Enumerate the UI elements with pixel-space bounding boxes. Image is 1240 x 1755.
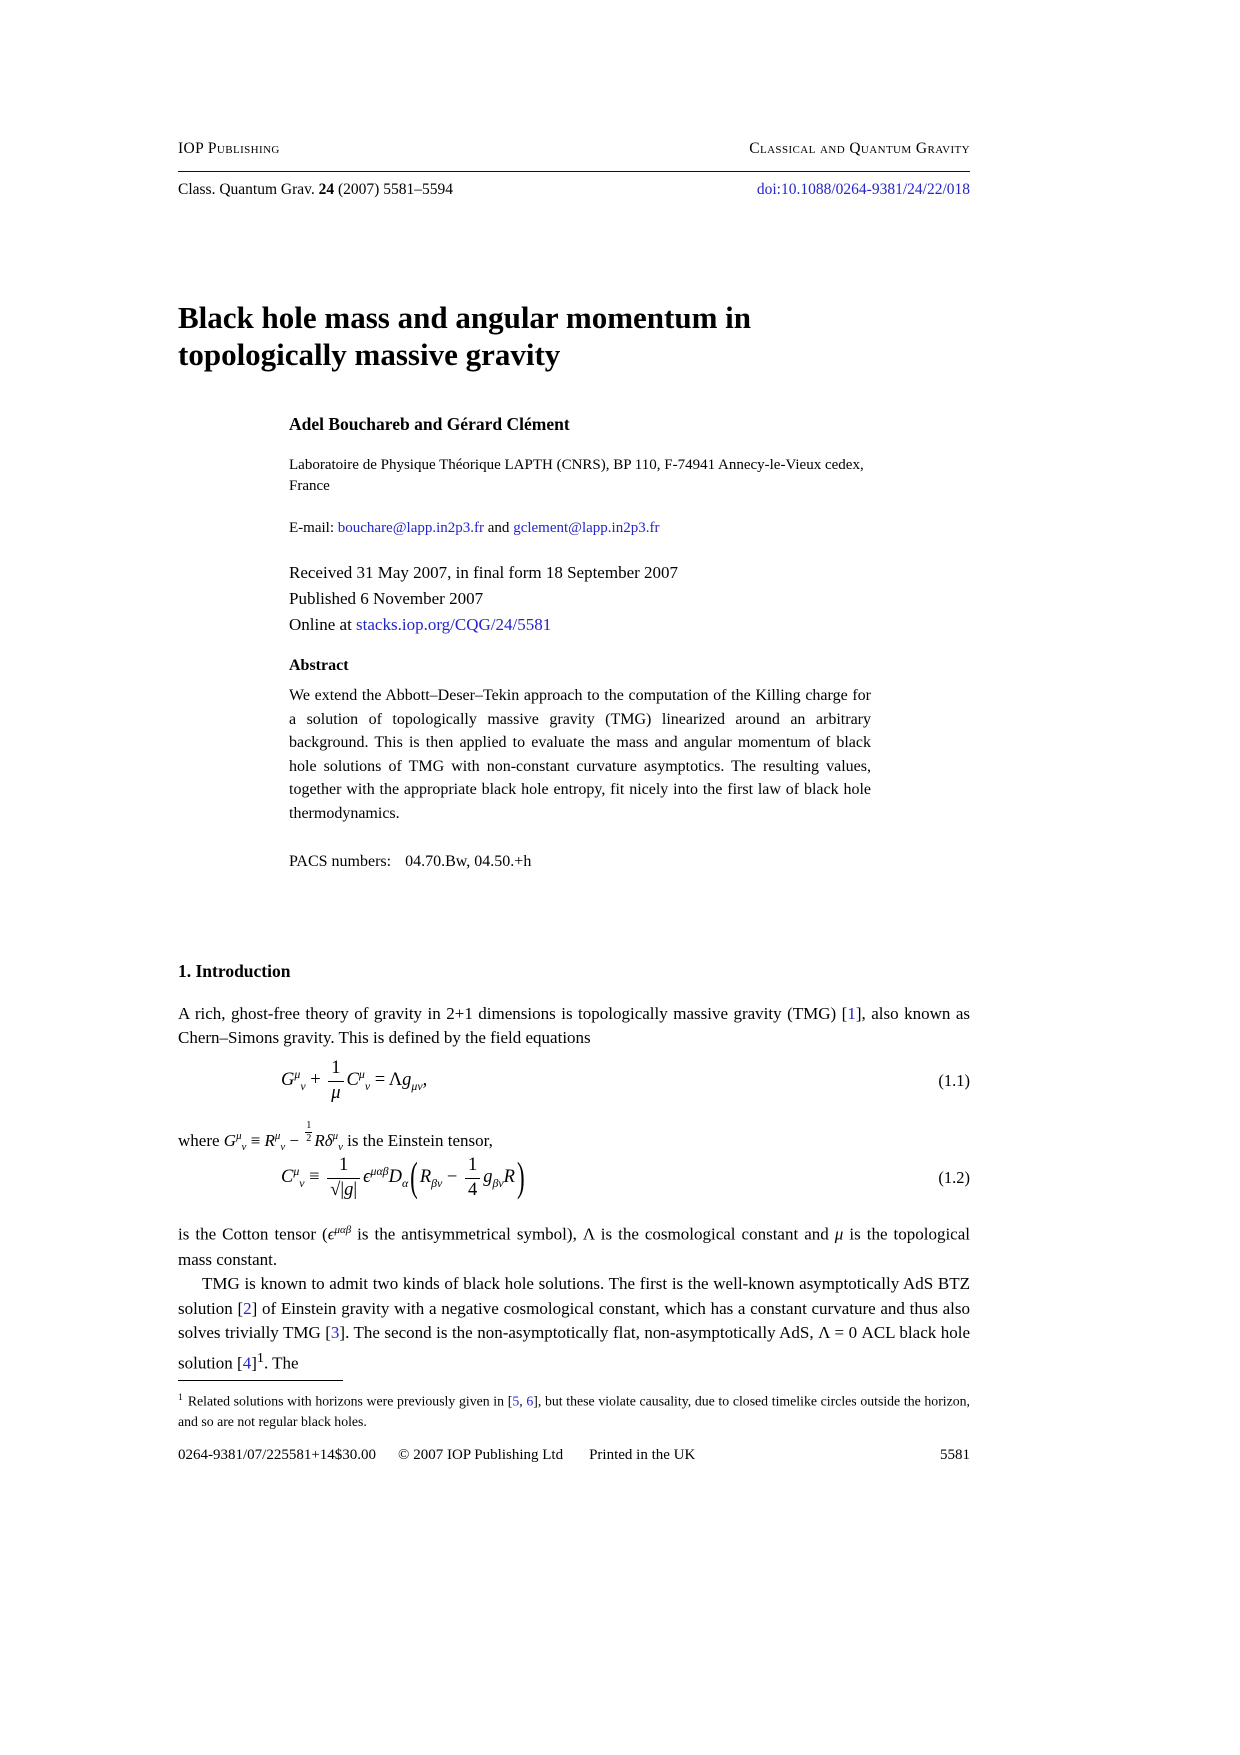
cotton-tensor-paragraph: is the Cotton tensor ($\epsilon^{\mu\alpha\beta}$ is the antisymmetrical symbol), Λ is the cosmological constant and μ is the topological mass constant. [178, 1224, 970, 1269]
publisher-name: IOP Publishing [178, 140, 280, 157]
email-label: E-mail: [289, 520, 334, 536]
paper-title: Black hole mass and angular momentum in topologically massive gravity [178, 300, 752, 372]
citation-text: Class. Quantum Grav. 24 (2007) 5581–5594 [178, 181, 453, 198]
section-heading-introduction: 1. Introduction [178, 961, 291, 981]
intro-paragraph-2: TMG is known to admit two kinds of black hole solutions. The first is the well-known asymptotically AdS BTZ solution [2] of Einstein gravity with a negative cosmological constant, which has a constant curvature and thus also solves trivially TMG [3]. The second is the non-asymptotically flat, non-asymptotically AdS, Λ = 0 ACL black hole solution $[4]^1$. The [178, 1274, 970, 1373]
pacs-label: PACS numbers: [289, 853, 392, 870]
journal-name: Classical and Quantum Gravity [749, 140, 970, 157]
email-line [289, 520, 871, 537]
footnote [178, 1388, 970, 1432]
published-line: Published 6 November 2007 [289, 589, 484, 608]
dates-block [289, 560, 871, 638]
received-line: Received 31 May 2007, in final form 18 September 2007 [289, 563, 679, 582]
footer-issn-price: 0264-9381/07/225581+14$30.00 [178, 1447, 377, 1463]
doi-link[interactable]: doi:10.1088/0264-9381/24/22/018 [756, 181, 970, 198]
einstein-tensor-line: where $G^\mu_\nu \equiv R^\mu_\nu$ − $\frac{1}{2}$ $R\delta^\mu_\nu$ is the Einstein tensor, [178, 1120, 493, 1154]
journal-header [178, 140, 970, 158]
citation-link[interactable]: 6 [526, 1393, 534, 1409]
abstract-text: We extend the Abbott–Deser–Tekin approach to the computation of the Killing charge for a solution of topologically massive gravity (TMG) linearized around an arbitrary background. This is then applied to evaluate the mass and angular momentum of black hole solutions of TMG with non-constant curvature asymptotics. The resulting values, together with the appropriate black hole entropy, fit nicely into the first law of black hole thermodynamics. [289, 687, 871, 822]
email-link-1[interactable]: bouchare@lapp.in2p3.fr [337, 520, 485, 536]
footer-page-number: 5581 [940, 1447, 970, 1463]
equation-1-1 [178, 1050, 970, 1112]
authors-line: Adel Bouchareb and Gérard Clément [289, 414, 570, 434]
equation-1-1-number: (1.1) [938, 1071, 970, 1090]
intro-paragraph-1: A rich, ghost-free theory of gravity in 2+1 dimensions is topologically massive gravity (TMG) [1], also known as Chern–Simons gravity. This is defined by the field equations [178, 1004, 970, 1047]
equation-1-2-body: $C^\mu_\nu$ ≡ $\frac{1}{√|g|}$ $\epsilon^{\mu\alpha\beta}D_\alpha$( $R_{\beta\nu}$ − $\frac{1}{4}$ $g_{\beta\nu}R$) [281, 1154, 525, 1200]
citation-link[interactable]: 1 [847, 1004, 856, 1023]
page-footer [178, 1447, 970, 1464]
footnote-rule [178, 1380, 343, 1381]
header-rule [178, 171, 970, 172]
footer-printed: Printed in the UK [589, 1447, 696, 1463]
affiliation: Laboratoire de Physique Théorique LAPTH (CNRS), BP 110, F-74941 Annecy-le-Vieux cedex, France [289, 457, 864, 494]
online-label: Online at [289, 615, 352, 634]
equation-1-1-body: $G^\mu_\nu$ + $\frac{1}{\mu}$ $C^\mu_\nu = \Lambda g_{\mu\nu}$, [281, 1058, 428, 1103]
footnote-marker: 1 [178, 1392, 183, 1403]
equation-1-2-number: (1.2) [938, 1168, 970, 1187]
citation-link[interactable]: 5 [512, 1393, 520, 1409]
email-separator: and [487, 520, 510, 536]
online-link[interactable]: stacks.iop.org/CQG/24/5581 [356, 615, 552, 634]
footnote-text: Related solutions with horizons were previously given in [5, 6], but these violate causality, due to closed timelike circles outside the horizon, and so are not regular black holes. [178, 1393, 970, 1429]
citation-link[interactable]: 4 [242, 1353, 252, 1373]
citation-link[interactable]: 3 [330, 1323, 340, 1342]
equation-1-2 [178, 1147, 970, 1209]
pacs-value: 04.70.Bw, 04.50.+h [405, 853, 532, 870]
email-link-2[interactable]: gclement@lapp.in2p3.fr [513, 520, 660, 536]
footer-copyright: © 2007 IOP Publishing Ltd [398, 1447, 564, 1463]
citation-link[interactable]: 2 [243, 1298, 252, 1318]
citation-line [178, 181, 970, 199]
online-line [289, 612, 871, 638]
pacs-line [289, 853, 871, 871]
abstract-heading: Abstract [289, 657, 349, 674]
